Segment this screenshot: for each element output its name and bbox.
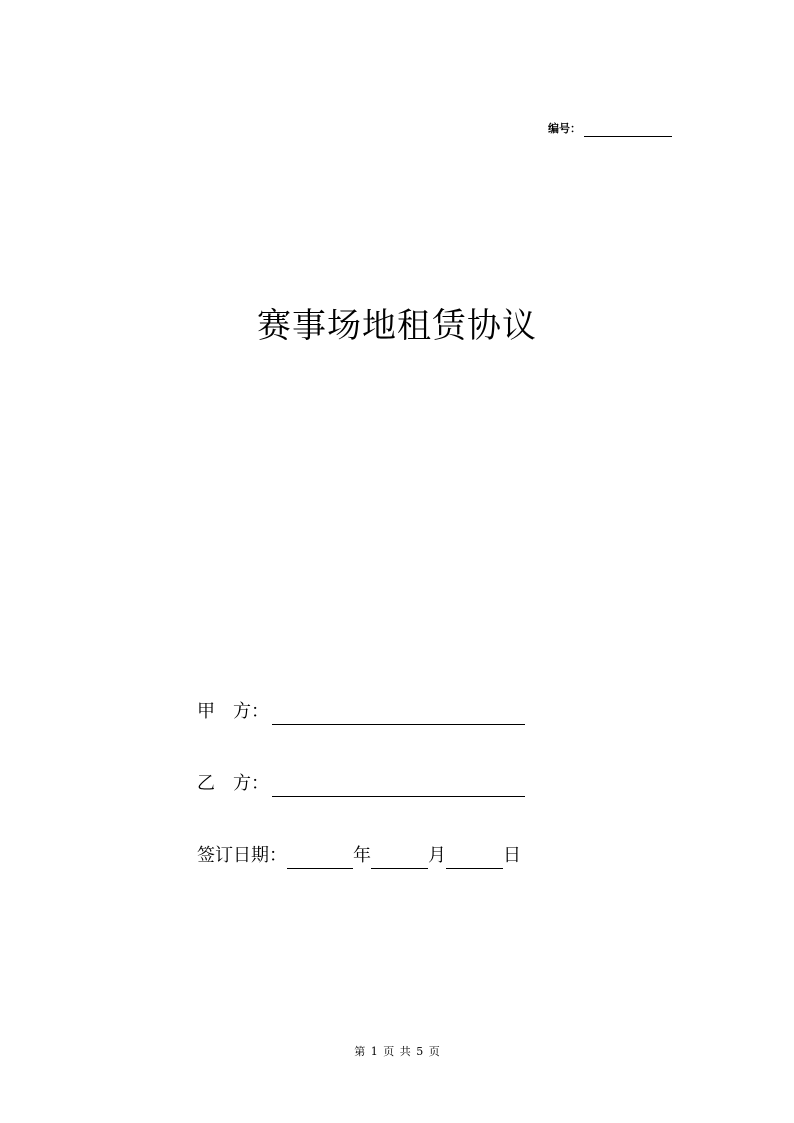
party-a-label-char: 甲 [197,701,215,722]
party-b-row [197,771,525,797]
day-unit: 日 [503,845,521,866]
party-b-label-char: 乙 [197,773,215,794]
month-blank[interactable] [371,848,428,869]
document-title: 赛事场地租赁协议 [257,306,537,346]
signing-date-label: 签订日期： [197,845,287,866]
day-blank[interactable] [446,848,503,869]
month-unit: 月 [428,845,446,866]
serial-number-label: 编号： [548,122,581,135]
party-a-label-suffix: 方： [233,701,269,722]
year-unit: 年 [353,845,371,866]
serial-number-blank[interactable] [584,122,672,137]
serial-number-line [548,121,672,137]
party-b-label [197,771,272,797]
signing-date-row [197,843,521,869]
party-a-row [197,699,525,725]
page-footer: 第 1 页 共 5 页 [354,1045,440,1058]
party-a-blank[interactable] [272,704,525,725]
party-a-label [197,699,272,725]
year-blank[interactable] [287,848,353,869]
party-b-label-suffix: 方： [233,773,269,794]
party-b-blank[interactable] [272,776,525,797]
